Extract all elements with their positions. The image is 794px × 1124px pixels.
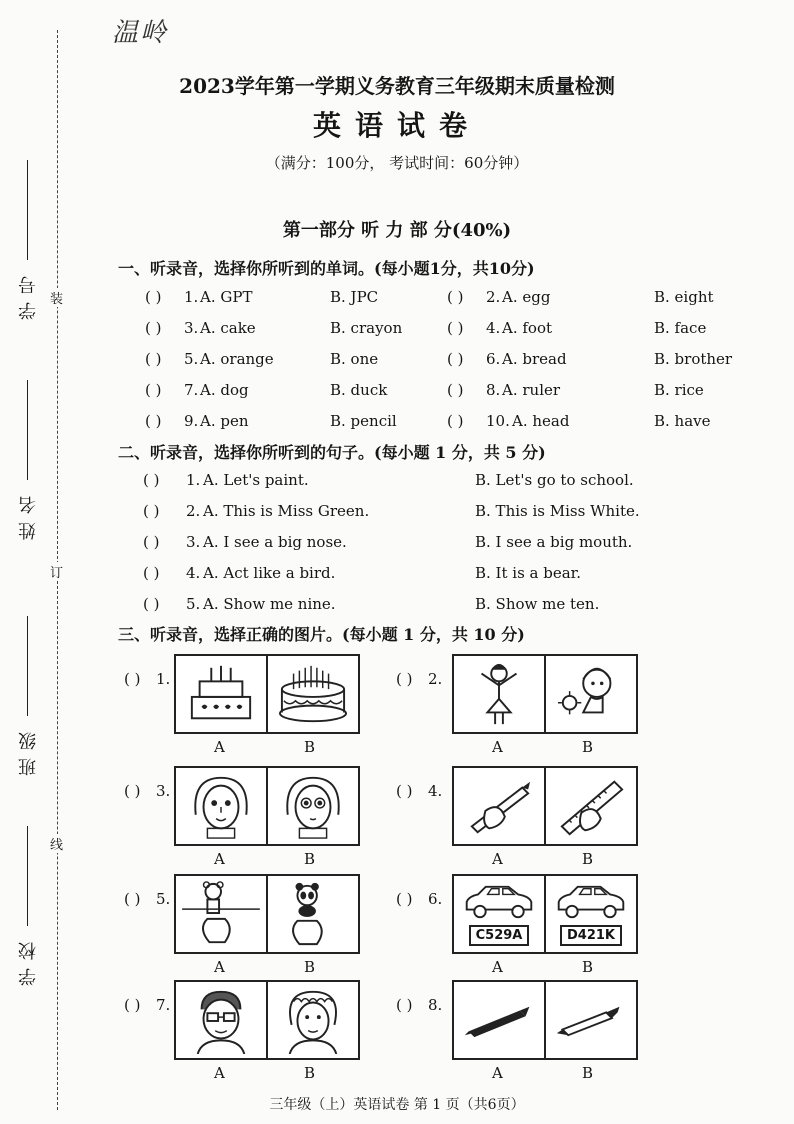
bear-on-pear-icon: [182, 880, 260, 948]
class-field[interactable]: [8, 616, 48, 776]
answer-paren[interactable]: ( ): [143, 502, 160, 520]
question-number: 1.: [186, 471, 201, 489]
part-title: 第一部分 听 力 部 分(40%): [282, 220, 512, 241]
answer-paren[interactable]: ( ): [145, 381, 162, 399]
option-b: B. crayon: [330, 319, 403, 337]
binding-mark-zhuang: 装: [50, 288, 63, 307]
picture-option[interactable]: [266, 982, 358, 1058]
label-b: B: [304, 958, 316, 976]
question-number: 8.: [486, 381, 501, 399]
option-a: A. Let's paint.: [203, 471, 309, 489]
license-plate: D421K: [560, 925, 622, 946]
car-icon: [461, 882, 537, 922]
question-number: 10.: [486, 412, 510, 430]
question-number: 3.: [184, 319, 199, 337]
label-a: A: [214, 850, 225, 868]
picture-option[interactable]: [454, 876, 544, 952]
class-label: 班级: [18, 724, 39, 776]
answer-paren[interactable]: ( ): [143, 533, 160, 551]
option-b: B. JPC: [330, 288, 379, 306]
answer-paren[interactable]: ( ): [447, 319, 464, 337]
option-a: A. foot: [502, 319, 553, 337]
label-b: B: [582, 738, 594, 756]
label-b: B: [582, 958, 594, 976]
license-plate: C529A: [469, 925, 530, 946]
option-a: A. Show me nine.: [203, 595, 336, 613]
binding-mark-xian: 线: [50, 834, 63, 853]
answer-paren[interactable]: ( ): [396, 782, 413, 800]
car-icon: [553, 882, 629, 922]
picture-option[interactable]: [266, 876, 358, 952]
question-number: 5.: [184, 350, 199, 368]
answer-paren[interactable]: ( ): [124, 996, 141, 1014]
man-with-glasses-icon: [182, 986, 260, 1054]
label-a: A: [214, 738, 225, 756]
picture-option[interactable]: [544, 656, 636, 732]
picture-choice-box: [452, 766, 638, 846]
option-b: B. one: [330, 350, 379, 368]
label-b: B: [304, 1064, 316, 1082]
option-a: A. ruler: [502, 381, 561, 399]
label-b: B: [304, 850, 316, 868]
label-a: A: [214, 1064, 225, 1082]
picture-option[interactable]: [266, 656, 358, 732]
picture-choice-box: [174, 980, 360, 1060]
answer-paren[interactable]: ( ): [447, 381, 464, 399]
option-b: B. duck: [330, 381, 388, 399]
answer-paren[interactable]: ( ): [145, 288, 162, 306]
girl-face-small-nose-icon: [182, 772, 260, 840]
picture-option[interactable]: [544, 876, 636, 952]
answer-paren[interactable]: ( ): [145, 319, 162, 337]
answer-paren[interactable]: ( ): [143, 471, 160, 489]
option-b: B. Let's go to school.: [475, 471, 634, 489]
question-number: 9.: [184, 412, 199, 430]
label-a: A: [492, 850, 503, 868]
question-number: 7.: [156, 996, 171, 1014]
option-a: A. dog: [200, 381, 249, 399]
option-a: A. bread: [502, 350, 567, 368]
answer-paren[interactable]: ( ): [396, 670, 413, 688]
picture-option[interactable]: [454, 768, 544, 844]
section3-heading: 三、听录音，选择正确的图片。(每小题 1 分，共 10 分): [118, 625, 525, 644]
option-a: A. GPT: [200, 288, 253, 306]
picture-option[interactable]: [454, 656, 544, 732]
page-footer: 三年级（上）英语试卷 第 1 页（共6页）: [269, 1097, 525, 1113]
section2-heading: 二、听录音，选择你所听到的句子。(每小题 1 分，共 5 分): [118, 443, 546, 462]
question-number: 6.: [486, 350, 501, 368]
answer-paren[interactable]: ( ): [124, 782, 141, 800]
option-b: B. face: [654, 319, 707, 337]
student-name-blank[interactable]: [27, 380, 28, 480]
picture-option[interactable]: [544, 982, 636, 1058]
woman-curly-hair-icon: [274, 986, 352, 1054]
answer-paren[interactable]: ( ): [145, 350, 162, 368]
option-b: B. eight: [654, 288, 714, 306]
school-field[interactable]: [8, 826, 48, 986]
exam-title: 2023学年第一学期义务教育三年级期末质量检测: [179, 74, 615, 98]
question-number: 1.: [184, 288, 199, 306]
class-blank[interactable]: [27, 616, 28, 716]
picture-choice-box: [452, 980, 638, 1060]
question-number: 5.: [186, 595, 201, 613]
answer-paren[interactable]: ( ): [124, 890, 141, 908]
picture-choice-box: [452, 654, 638, 734]
picture-option[interactable]: [266, 768, 358, 844]
marker-pen-icon: [461, 1000, 537, 1040]
question-number: 6.: [428, 890, 443, 908]
handwritten-note: 温岭: [112, 18, 169, 48]
hand-holding-pencil-icon: [460, 772, 538, 840]
picture-option[interactable]: [176, 768, 266, 844]
answer-paren[interactable]: ( ): [447, 350, 464, 368]
picture-option[interactable]: [176, 982, 266, 1058]
student-name-label: 姓名: [18, 488, 39, 540]
option-a: A. I see a big nose.: [203, 533, 347, 551]
option-b: B. Show me ten.: [475, 595, 600, 613]
school-label: 学校: [18, 934, 39, 986]
hand-holding-ruler-icon: [552, 772, 630, 840]
picture-choice-box: [174, 874, 360, 954]
binding-mark-ding: 订: [50, 562, 63, 581]
label-a: A: [492, 738, 503, 756]
picture-choice-box: [174, 766, 360, 846]
question-number: 4.: [428, 782, 443, 800]
label-a: A: [492, 1064, 503, 1082]
label-a: A: [492, 958, 503, 976]
option-b: B. have: [654, 412, 711, 430]
question-number: 2.: [486, 288, 501, 306]
option-a: A. pen: [200, 412, 249, 430]
student-id-label: 学号: [18, 268, 39, 320]
birthday-cake-hearts-icon: [182, 660, 260, 728]
student-id-blank[interactable]: [27, 160, 28, 260]
picture-option[interactable]: [176, 656, 266, 732]
student-name-field[interactable]: [8, 380, 48, 540]
exam-subject: 英语试卷: [312, 109, 481, 142]
label-a: A: [214, 958, 225, 976]
answer-paren[interactable]: ( ): [447, 412, 464, 430]
question-number: 3.: [156, 782, 171, 800]
picture-option[interactable]: [454, 982, 544, 1058]
label-b: B: [582, 1064, 594, 1082]
answer-paren[interactable]: ( ): [396, 996, 413, 1014]
option-b: B. pencil: [330, 412, 397, 430]
label-b: B: [304, 738, 316, 756]
picture-option[interactable]: [176, 876, 266, 952]
option-b: B. rice: [654, 381, 704, 399]
answer-paren[interactable]: ( ): [145, 412, 162, 430]
answer-paren[interactable]: ( ): [143, 595, 160, 613]
question-number: 1.: [156, 670, 171, 688]
option-a: A. head: [512, 412, 570, 430]
panda-on-pear-icon: [274, 880, 352, 948]
answer-paren[interactable]: ( ): [124, 670, 141, 688]
option-b: B. I see a big mouth.: [475, 533, 633, 551]
girl-face-big-eyes-icon: [274, 772, 352, 840]
option-b: B. This is Miss White.: [475, 502, 640, 520]
question-number: 4.: [486, 319, 501, 337]
question-number: 5.: [156, 890, 171, 908]
question-number: 2.: [428, 670, 443, 688]
dancing-girl-icon: [460, 660, 538, 728]
exam-info: （满分：100分， 考试时间：60分钟）: [265, 154, 529, 172]
picture-choice-box: [174, 654, 360, 734]
option-a: A. orange: [200, 350, 274, 368]
picture-option[interactable]: [544, 768, 636, 844]
girl-with-ball-icon: [552, 660, 630, 728]
answer-paren[interactable]: ( ): [447, 288, 464, 306]
answer-paren[interactable]: ( ): [143, 564, 160, 582]
question-number: 2.: [186, 502, 201, 520]
question-number: 3.: [186, 533, 201, 551]
option-a: A. cake: [200, 319, 256, 337]
question-number: 4.: [186, 564, 201, 582]
question-number: 8.: [428, 996, 443, 1014]
option-a: A. Act like a bird.: [203, 564, 336, 582]
school-blank[interactable]: [27, 826, 28, 926]
option-b: B. It is a bear.: [475, 564, 581, 582]
option-b: B. brother: [654, 350, 733, 368]
label-b: B: [582, 850, 594, 868]
option-a: A. egg: [502, 288, 551, 306]
birthday-cake-candles-icon: [274, 660, 352, 728]
section1-heading: 一、听录音，选择你所听到的单词。(每小题1分，共10分): [118, 259, 535, 278]
option-a: A. This is Miss Green.: [203, 502, 370, 520]
question-number: 7.: [184, 381, 199, 399]
picture-choice-box: [452, 874, 638, 954]
crayon-icon: [553, 1000, 629, 1040]
answer-paren[interactable]: ( ): [396, 890, 413, 908]
